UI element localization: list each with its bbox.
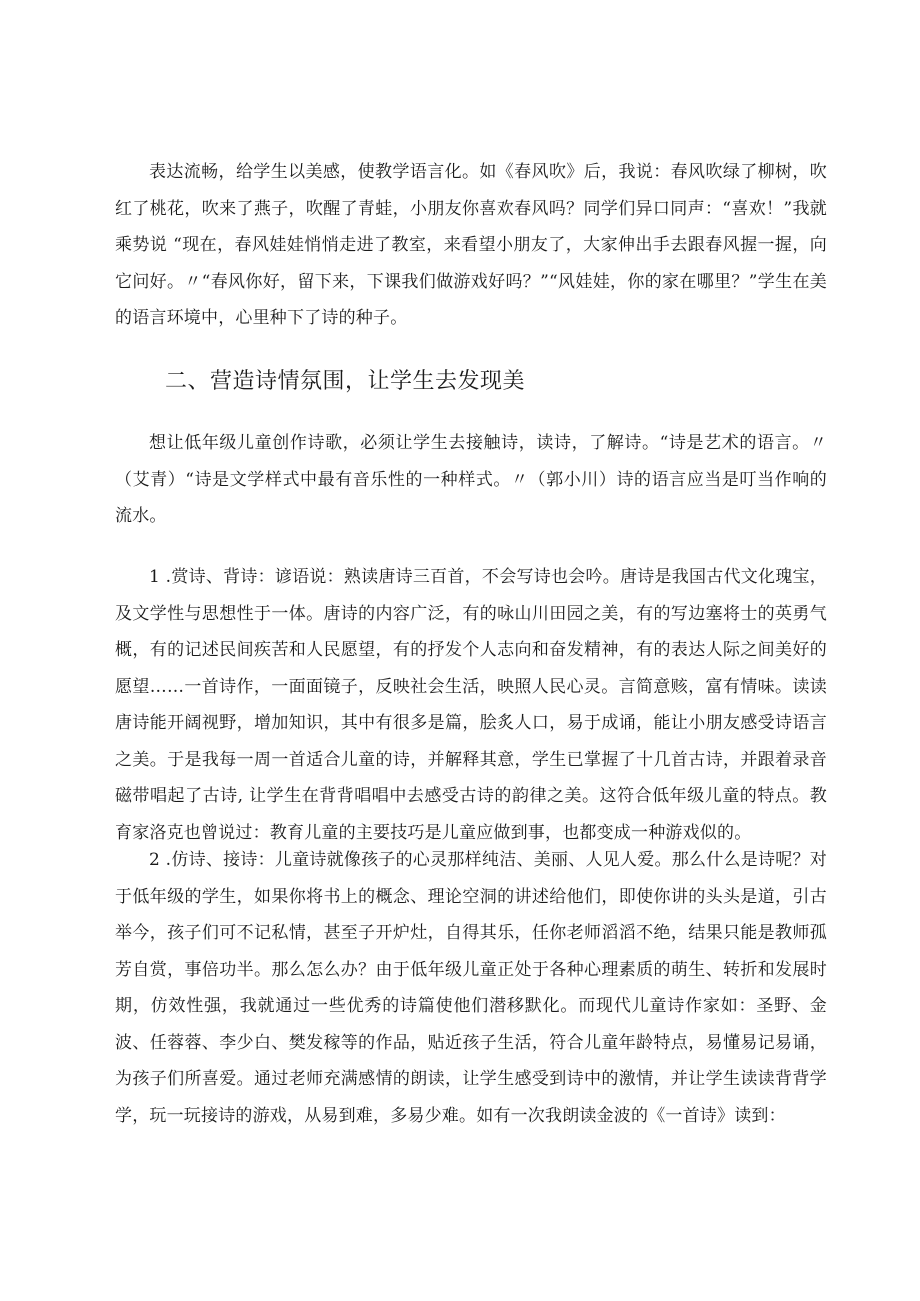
intro-paragraph: 表达流畅，给学生以美感，使教学语言化。如《春风吹》后，我说：春风吹绿了柳树，吹红了桃花，吹来了燕子，吹醒了青蛙，小朋友你喜欢春风吗？同学们异口同声：“喜欢！”我就乘势说 “现在，春风娃娃悄悄走进了教室，来看望小朋友了，大家伸出手去跟春风握一握，向它问好。〃“春风你好，留下来，下课我们做游戏好吗？”“风娃娃，你的家在哪里？”学生在美的语言环境中，心里种下了诗的种子。	[115, 162, 827, 328]
point-1-paragraph: 1 .赏诗、背诗：谚语说：熟读唐诗三百首，不会写诗也会吟。唐诗是我国古代文化瑰宝，及文学性与思想性于一体。唐诗的内容广泛，有的咏山川田园之美，有的写边塞将士的英勇气概，有的记述民间疾苦和人民愿望，有的抒发个人志向和奋发精神，有的表达人际之间美好的愿望……一首诗作，一面面镜子，反映社会生活，映照人民心灵。言简意赅，富有情味。读读唐诗能开阔视野，增加知识，其中有很多是篇，脍炙人口，易于成诵，能让小朋友感受诗语言之美。于是我每一周一首适合儿童的诗，并解释其意，学生已掌握了十几首古诗，并跟着录音磁带唱起了古诗, 让学生在背背唱唱中去感受古诗的韵律之美。这符合低年级儿童的特点。教育家洛克也曾说过：教育儿童的主要技巧是儿童应做到事，也都变成一种游戏似的。	[115, 567, 827, 843]
section-heading: 二、营造诗情氛围，让学生去发现美	[165, 369, 526, 394]
point-2-paragraph: 2 .仿诗、接诗：儿童诗就像孩子的心灵那样纯洁、美丽、人见人爱。那么什么是诗呢？对于低年级的学生，如果你将书上的概念、理论空洞的讲述给他们，即使你讲的头头是道，引古举今，孩子们可不记私情，甚至子开炉灶，自得其乐，任你老师滔滔不绝，结果只能是教师孤芳自赏，事倍功半。那么怎么办？由于低年级儿童正处于各种心理素质的萌生、转折和发展时期，仿效性强，我就通过一些优秀的诗篇使他们潜移默化。而现代儿童诗作家如：圣野、金波、任蓉蓉、李少白、樊发稼等的作品，贴近孩子生活，符合儿童年龄特点，易懂易记易诵，为孩子们所喜爱。通过老师充满感情的朗读，让学生感受到诗中的激情，并让学生读读背背学学，玩一玩接诗的游戏，从易到难，多易少难。如有一次我朗读金波的《一首诗》读到：	[115, 850, 827, 1126]
section-intro-paragraph: 想让低年级儿童创作诗歌，必须让学生去接触诗，读诗，了解诗。“诗是艺术的语言。〃（艾青）“诗是文学样式中最有音乐性的一种样式。〃（郭小川）诗的语言应当是叮当作响的流水。	[115, 433, 827, 526]
